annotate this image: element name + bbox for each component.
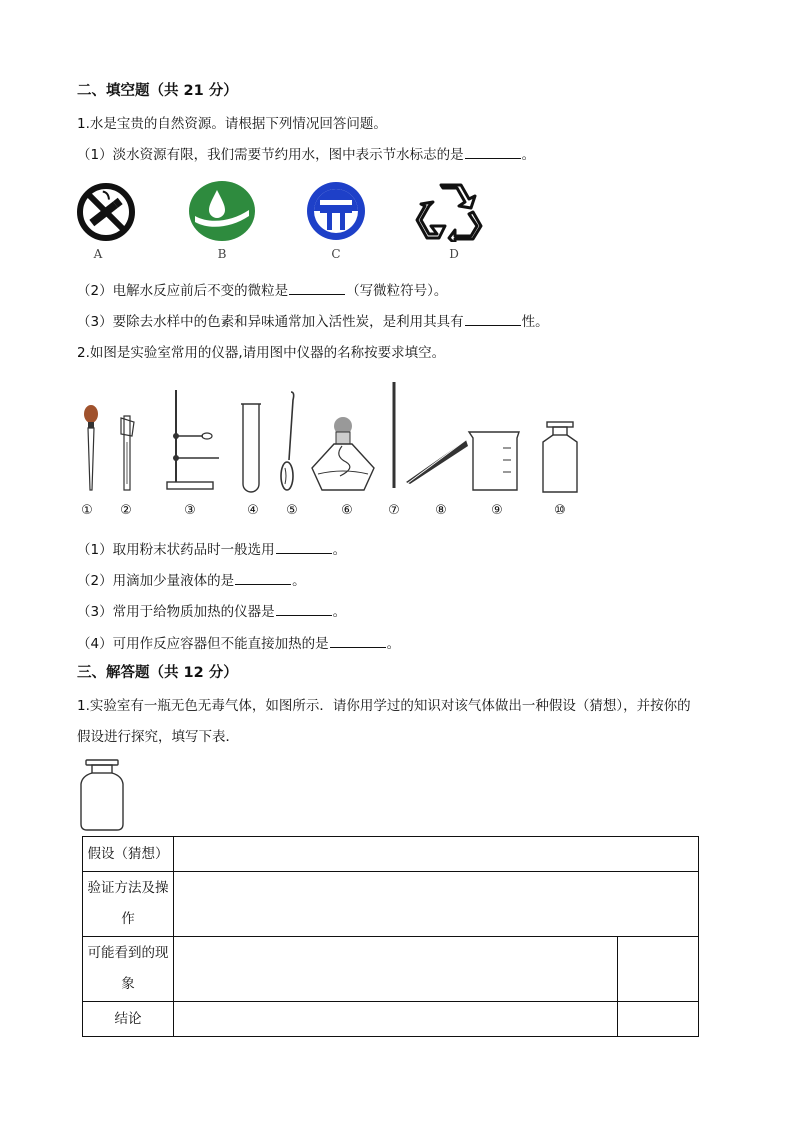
alcohol-lamp-icon (308, 416, 378, 494)
q2-part3 (77, 603, 346, 621)
q1-part1-text: （1）淡水资源有限，我们需要节约用水，图中表示节水标志的是 (77, 147, 464, 163)
q2-part2-text: （2）用滴加少量液体的是 (77, 573, 235, 589)
conclusion-extra-cell[interactable] (618, 1002, 699, 1037)
glass-rod-icon (389, 380, 399, 490)
section-2-title: 二、填空题（共 21 分） (77, 83, 238, 99)
answer-blank[interactable] (276, 541, 332, 554)
circle-emblem-icon (305, 180, 367, 242)
answer-blank[interactable] (330, 635, 386, 648)
label-phenomenon (83, 937, 174, 1002)
instrument-label-8: ⑧ (435, 503, 447, 518)
q2-part4-end: 。 (386, 636, 401, 652)
label-method-line1: 验证方法及操 (87, 880, 169, 896)
instrument-label-5: ⑤ (286, 503, 298, 518)
instrument-label-6: ⑥ (341, 503, 353, 518)
q2-part3-end: 。 (332, 604, 347, 620)
test-tube-icon (240, 402, 262, 494)
option-b-label: B (217, 247, 227, 261)
instrument-label-3: ③ (184, 503, 196, 518)
label-method (83, 872, 174, 937)
instrument-label-4: ④ (247, 503, 259, 518)
label-conclusion: 结论 (83, 1002, 174, 1037)
q1-part1 (77, 146, 535, 164)
reagent-bottle-icon (539, 420, 581, 494)
q2-part2 (77, 572, 306, 590)
q1-part3-end: 性。 (521, 314, 549, 330)
hypothesis-answer-cell[interactable] (174, 837, 699, 872)
s3-q1-stem-line2: 假设进行探究，填写下表． (77, 729, 239, 745)
answer-blank[interactable] (465, 313, 521, 326)
q2-part1-text: （1）取用粉末状药品时一般选用 (77, 542, 275, 558)
label-phenomenon-line2: 象 (121, 976, 135, 992)
medicine-spoon-icon (277, 390, 301, 494)
instrument-label-2: ② (120, 503, 132, 518)
label-phenomenon-line1: 可能看到的现 (87, 945, 169, 961)
label-hypothesis: 假设（猜想） (83, 837, 174, 872)
q1-part2-end: （写微粒符号）。 (346, 283, 448, 299)
tweezers-icon (402, 436, 470, 488)
q2-part2-end: 。 (292, 573, 306, 589)
q1-stem: 1.水是宝贵的自然资源。请根据下列情况回答问题。 (77, 116, 387, 132)
option-d-label: D (449, 247, 459, 261)
test-tube-clamp-icon (116, 412, 138, 492)
q2-part1-end: 。 (332, 542, 347, 558)
q2-stem: 2.如图是实验室常用的仪器,请用图中仪器的名称按要求填空。 (77, 345, 446, 361)
q1-part3-text: （3）要除去水样中的色素和异味通常加入活性炭，是利用其具有 (77, 314, 464, 330)
answer-blank[interactable] (235, 572, 291, 585)
q2-part4-text: （4）可用作反应容器但不能直接加热的是 (77, 636, 329, 652)
instrument-label-9: ⑨ (491, 503, 503, 518)
phenomenon-extra-cell[interactable] (618, 937, 699, 1002)
option-c-label: C (331, 247, 341, 261)
conclusion-answer-cell[interactable] (174, 1002, 618, 1037)
answer-blank[interactable] (276, 603, 332, 616)
s3-q1-stem-line1: 1.实验室有一瓶无色无毒气体，如图所示．请你用学过的知识对该气体做出一种假设（猜想），并按你的 (77, 698, 691, 714)
q2-part4 (77, 635, 400, 653)
q1-part2-text: （2）电解水反应前后不变的微粒是 (77, 283, 289, 299)
instrument-label-1: ① (81, 503, 93, 518)
phenomenon-answer-cell[interactable] (174, 937, 618, 1002)
iron-stand-icon (163, 388, 223, 492)
section-3-title: 三、解答题（共 12 分） (77, 665, 238, 681)
water-saving-icon (187, 180, 257, 242)
gas-bottle-icon (78, 758, 126, 832)
q1-part3 (77, 313, 549, 331)
recycle-icon (415, 182, 485, 242)
method-answer-cell[interactable] (174, 872, 699, 937)
no-smoking-icon (76, 182, 136, 242)
exploration-table (82, 836, 699, 1037)
answer-blank[interactable] (465, 146, 521, 159)
beaker-icon (465, 428, 523, 494)
label-method-line2: 作 (121, 911, 135, 927)
option-a-label: A (93, 247, 103, 261)
dropper-icon (80, 404, 102, 494)
q1-part2 (77, 282, 447, 300)
instrument-label-10: ⑩ (554, 503, 566, 518)
q2-part3-text: （3）常用于给物质加热的仪器是 (77, 604, 275, 620)
q1-part1-end: 。 (521, 147, 536, 163)
answer-blank[interactable] (289, 282, 345, 295)
q2-part1 (77, 541, 346, 559)
instrument-label-7: ⑦ (388, 503, 400, 518)
